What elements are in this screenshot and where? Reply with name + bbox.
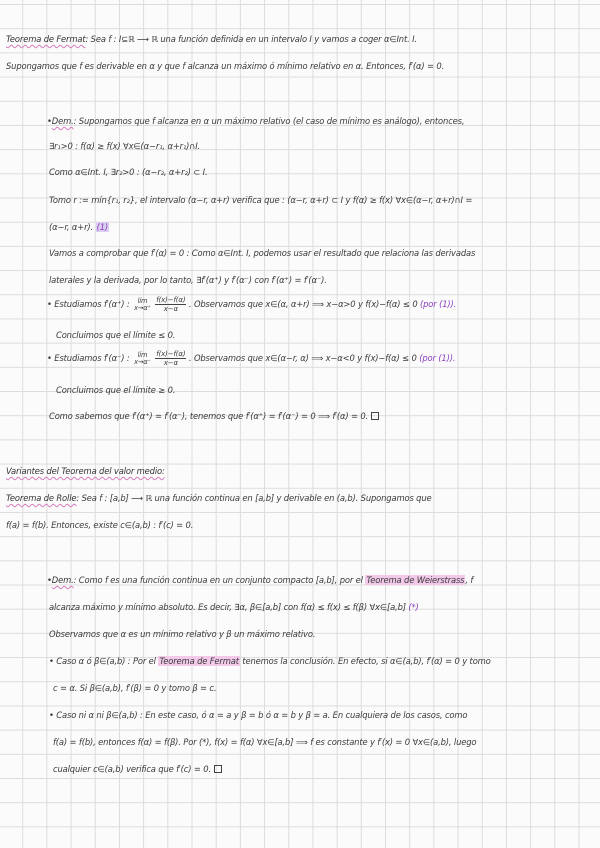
variants-title: Variantes del Teorema del valor medio: bbox=[6, 466, 165, 476]
fermat-proof-tag-1: (1) bbox=[96, 222, 109, 232]
fermat-proof-l11: Concluimos que el límite ≥ 0. bbox=[56, 385, 176, 395]
limit-right: lím x→α⁺ bbox=[134, 296, 151, 312]
qed-square-icon bbox=[371, 412, 379, 420]
fermat-proof-l1: : Supongamos que f alcanza en α un máximo relativo (el caso de mínimo es análogo), entonces, bbox=[73, 116, 465, 126]
fermat-proof-line-1: •Dem.: Supongamos que f alcanza en α un máximo relativo (el caso de mínimo es análogo), entonces, bbox=[47, 116, 465, 126]
rolle-proof-l1a: : Como f es una función continua en un conjunto compacto [a,b], por el bbox=[73, 575, 363, 585]
study-left-rest: . Observamos que x∈(α−r, α) ⟹ x−α<0 y f(x)−f(α) ≤ 0 bbox=[188, 353, 417, 363]
rolle-proof-line-4 bbox=[49, 656, 491, 666]
weierstrass-highlight: Teorema de Weierstrass bbox=[366, 575, 465, 585]
fermat-proof-line-8 bbox=[47, 296, 456, 313]
rolle-title: Teorema de Rolle bbox=[6, 493, 77, 503]
rolle-proof-l2: alcanza máximo y mínimo absoluto. Es decir, ∃α, β∈[a,b] con f(α) ≤ f(x) ≤ f(β) ∀x∈[a,b] bbox=[49, 602, 406, 612]
rolle-proof-l4b: tenemos la conclusión. En efecto, si α∈(a,b), f′(α) = 0 y tomo bbox=[242, 656, 491, 666]
fermat-statement-line-1 bbox=[6, 34, 417, 44]
fermat-dem-label: Dem. bbox=[51, 116, 74, 126]
fermat-statement-1: : Sea f : I⊆ℝ ⟶ ℝ una función definida en un intervalo I y vamos a coger α∈Int. I. bbox=[85, 34, 417, 44]
fermat-proof-l9: Concluimos que el límite ≤ 0. bbox=[56, 330, 176, 340]
fraction-right: $\frac{f(x)-f(\alpha)}{x-\alpha}$ bbox=[156, 296, 186, 313]
fermat-proof-l4: Tomo r := mín{r₁, r₂}, el intervalo (α−r, α+r) verifica que : (α−r, α+r) ⊂ I y f(α) ≥ f(x) ∀x∈(α−r, α+r)∩I = bbox=[49, 195, 473, 205]
fermat-proof-line-12 bbox=[49, 411, 379, 421]
rolle-proof-line-2 bbox=[49, 602, 419, 612]
fermat-statement-2: Supongamos que f es derivable en α y que f alcanza un máximo ó mínimo relativo en α. Entonces, f′(α) = 0. bbox=[6, 61, 445, 71]
fraction-left: $\frac{f(x)-f(\alpha)}{x-\alpha}$ bbox=[156, 350, 186, 367]
rolle-statement-line-1 bbox=[6, 493, 432, 503]
rolle-proof-l6: • Caso ni α ni β∈(a,b) : En este caso, ó α = a y β = b ó α = b y β = a. En cualquiera de los casos, como bbox=[49, 710, 468, 720]
rolle-proof-l7: f(a) = f(b), entonces f(α) = f(β). Por (*), f(x) = f(α) ∀x∈[a,b] ⟹ f es constante y f′(x) = 0 ∀x∈(a,b), luego bbox=[53, 737, 477, 747]
study-left-tag: (por (1)). bbox=[419, 353, 456, 363]
fermat-proof-l12: Como sabemos que f′(α⁺) = f′(α⁻), tenemos que f′(α⁺) = f′(α⁻) = 0 ⟹ f′(α) = 0. bbox=[49, 411, 369, 421]
rolle-proof-l1b: , f bbox=[465, 575, 474, 585]
fermat-proof-line-10 bbox=[47, 350, 455, 367]
study-left-lead: • Estudiamos f′(α⁻) : bbox=[47, 353, 130, 363]
fermat-proof-l3: Como α∈Int. I, ∃r₂>0 : (α−r₂, α+r₂) ⊂ I. bbox=[49, 167, 208, 177]
qed-square-icon bbox=[214, 765, 222, 773]
limit-left: lím x→α⁻ bbox=[134, 350, 151, 366]
rolle-proof-l5: c = α. Si β∈(a,b), f′(β) = 0 y tomo β = c. bbox=[53, 683, 217, 693]
fermat-proof-l2: ∃r₁>0 : f(α) ≥ f(x) ∀x∈(α−r₁, α+r₁)∩I. bbox=[49, 141, 201, 151]
fermat-proof-l6: Vamos a comprobar que f′(α) = 0 : Como α∈Int. I, podemos usar el resultado que relaciona las derivadas bbox=[49, 248, 476, 258]
fermat-highlight: Teorema de Fermat bbox=[159, 656, 239, 666]
rolle-proof-tag-star: (*) bbox=[408, 602, 419, 612]
rolle-statement-2: f(a) = f(b). Entonces, existe c∈(a,b) : f′(c) = 0. bbox=[6, 520, 194, 530]
study-right-rest: . Observamos que x∈(α, α+r) ⟹ x−α>0 y f(x)−f(α) ≤ 0 bbox=[188, 299, 418, 309]
fermat-proof-l7: laterales y la derivada, por lo tanto, ∃f′(α⁺) y f′(α⁻) con f′(α⁺) = f′(α⁻). bbox=[49, 275, 327, 285]
rolle-proof-line-1: •Dem.: Como f es una función continua en un conjunto compacto [a,b], por el Teorema de Weierstrass, f bbox=[47, 575, 474, 585]
rolle-proof-l8: cualquier c∈(a,b) verifica que f′(c) = 0. bbox=[53, 764, 211, 774]
rolle-proof-line-8 bbox=[53, 764, 222, 774]
study-right-tag: (por (1)). bbox=[420, 299, 457, 309]
fermat-proof-l5: (α−r, α+r). bbox=[49, 222, 94, 232]
rolle-statement-1: : Sea f : [a,b] ⟶ ℝ una función continua en [a,b] y derivable en (a,b). Supongamos que bbox=[76, 493, 432, 503]
rolle-dem-label: Dem. bbox=[51, 575, 74, 585]
rolle-proof-l3: Observamos que α es un mínimo relativo y β un máximo relativo. bbox=[49, 629, 316, 639]
fermat-proof-line-5 bbox=[49, 222, 109, 232]
study-right-lead: • Estudiamos f′(α⁺) : bbox=[47, 299, 130, 309]
fermat-title: Teorema de Fermat bbox=[6, 34, 86, 44]
rolle-proof-l4a: • Caso α ó β∈(a,b) : Por el bbox=[49, 656, 156, 666]
